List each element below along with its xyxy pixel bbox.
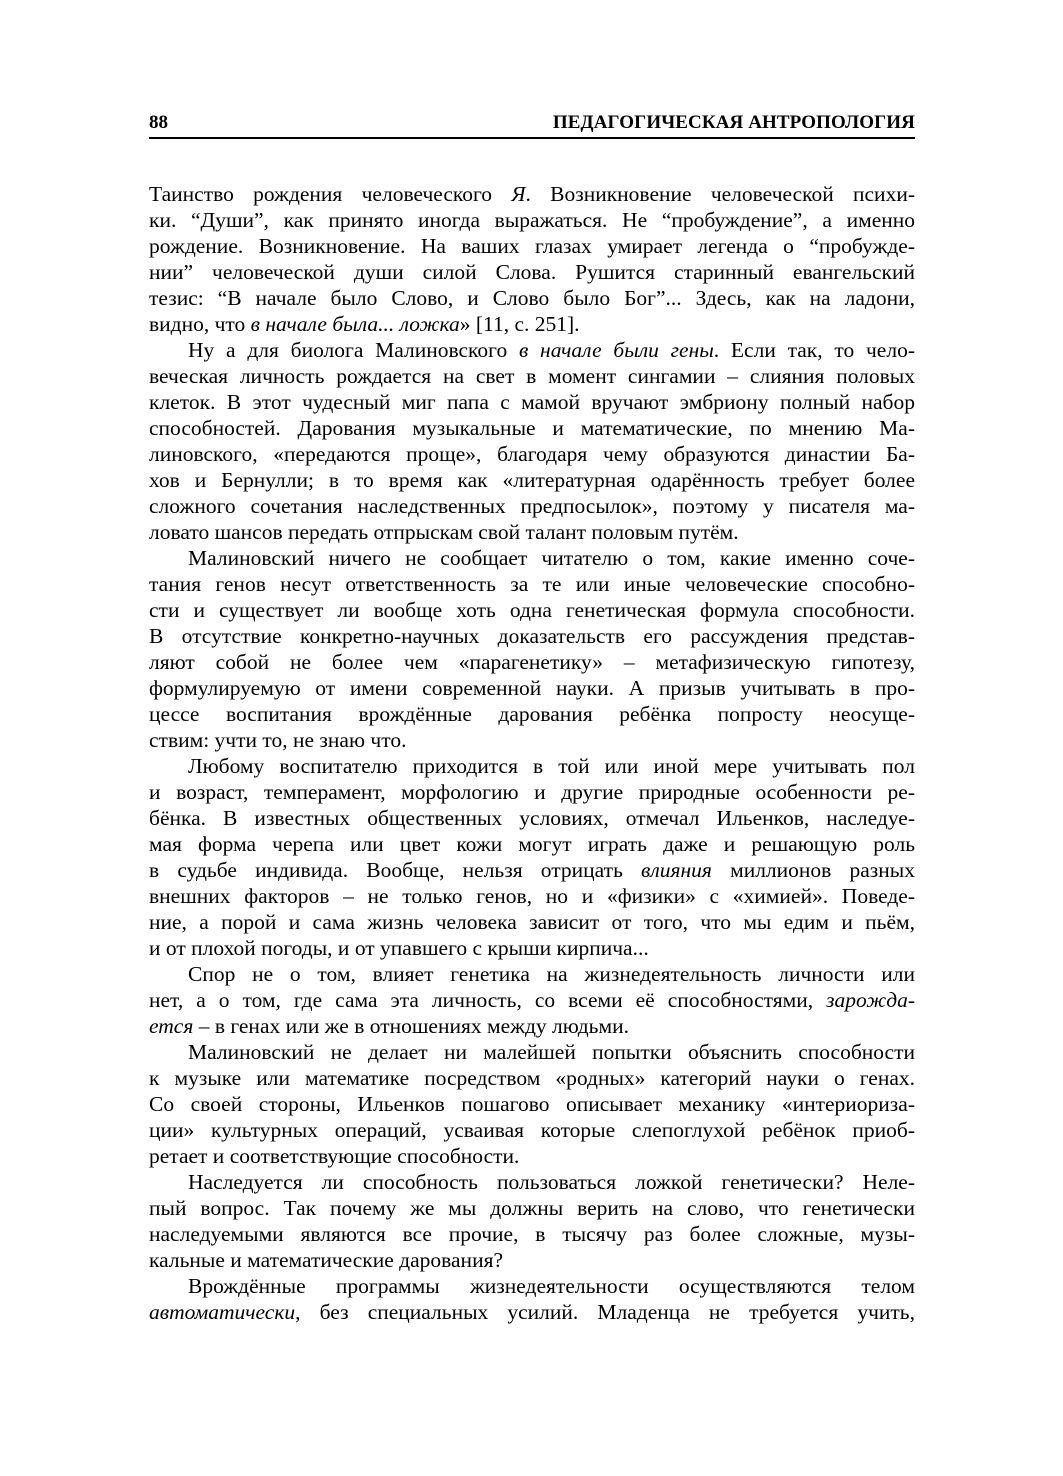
- text-line: [149, 1013, 915, 1039]
- text-run: » [11, с. 251].: [459, 312, 580, 336]
- text-run: ки. “Души”, как принято иногда выражаться. Не “пробуждение”, а именно: [149, 208, 915, 232]
- text-line: [149, 753, 915, 779]
- text-run: Спор не о том, влияет генетика на жизнедеятельность личности или: [188, 962, 915, 986]
- text-run: ловато шансов передать отпрыскам свой талант половым путём.: [149, 520, 739, 544]
- text-run: формулируемую от имени современной науки. А призыв учитывать в про-: [149, 676, 915, 700]
- italic-text: зарожда-: [826, 988, 915, 1012]
- text-line: [149, 441, 915, 467]
- text-line: [149, 285, 915, 311]
- italic-text: в начале были гены: [518, 338, 714, 362]
- text-run: внешних факторов – не только генов, но и «физики» с «химией». Поведе-: [149, 884, 915, 908]
- text-run: тезис: “В начале было Слово, и Слово было Бог”... Здесь, как на ладони,: [149, 286, 915, 310]
- text-run: ляют собой не более чем «парагенетику» – метафизическую гипотезу,: [149, 650, 915, 674]
- text-line: [149, 467, 915, 493]
- text-line: [149, 1039, 915, 1065]
- text-line: [149, 649, 915, 675]
- text-run: мая форма черепа или цвет кожи могут играть даже и решающую роль: [149, 832, 915, 856]
- text-line: [149, 1143, 915, 1169]
- text-line: [149, 415, 915, 441]
- text-line: [149, 909, 915, 935]
- text-line: [149, 1221, 915, 1247]
- italic-text: в начале была... ложка: [250, 312, 460, 336]
- text-run: Любому воспитателю приходится в той или иной мере учитывать пол: [188, 754, 915, 778]
- text-line: [149, 571, 915, 597]
- text-line: [149, 987, 915, 1013]
- text-run: цессе воспитания врождённые дарования ребёнка попросту неосуще-: [149, 702, 915, 726]
- text-run: Наследуется ли способность пользоваться ложкой генетически? Неле-: [188, 1170, 915, 1194]
- text-run: в судьбе индивида. Вообще, нельзя отрицать: [149, 858, 642, 882]
- text-run: рождение. Возникновение. На ваших глазах умирает легенда о “пробужде-: [149, 234, 915, 258]
- text-line: [149, 181, 915, 207]
- text-run: кальные и математические дарования?: [149, 1248, 504, 1272]
- text-line: [149, 1065, 915, 1091]
- text-line: [149, 727, 915, 753]
- text-run: и возраст, темперамент, морфологию и другие природные особенности ре-: [149, 780, 915, 804]
- text-run: бёнка. В известных общественных условиях, отмечал Ильенков, наследуе-: [149, 806, 915, 830]
- text-run: Врождённые программы жизнедеятельности осуществляются телом: [188, 1274, 915, 1298]
- text-run: ние, а порой и сама жизнь человека зависит от того, что мы едим и пьём,: [149, 910, 915, 934]
- text-run: В отсутствие конкретно-научных доказательств его рассуждения представ-: [149, 624, 915, 648]
- header-rule: [149, 137, 915, 139]
- text-line: [149, 857, 915, 883]
- text-line: [149, 597, 915, 623]
- text-line: [149, 1299, 915, 1325]
- text-line: [149, 675, 915, 701]
- text-line: [149, 623, 915, 649]
- text-line: [149, 935, 915, 961]
- text-run: наследуемыми являются все прочие, в тысячу раз более сложные, музы-: [149, 1222, 915, 1246]
- text-line: [149, 1273, 915, 1299]
- text-run: веческая личность рождается на свет в момент сингамии – слияния половых: [149, 364, 915, 388]
- text-run: клеток. В этот чудесный миг папа с мамой вручают эмбриону полный набор: [149, 390, 915, 414]
- text-run: линовского, «передаются проще», благодаря чему образуются династии Ба-: [149, 442, 915, 466]
- italic-text: Я: [511, 182, 526, 206]
- text-run: нии” человеческой души силой Слова. Рушится старинный евангельский: [149, 260, 915, 284]
- italic-text: влияния: [641, 858, 712, 882]
- body-text: [149, 181, 915, 1325]
- text-run: . Возникновение человеческой психи-: [525, 182, 915, 206]
- text-run: к музыке или математике посредством «родных» категорий науки о генах.: [149, 1066, 915, 1090]
- running-header: [149, 112, 915, 136]
- italic-text: автоматически: [149, 1300, 296, 1324]
- text-run: Со своей стороны, Ильенков пошагово описывает механику «интериориза-: [149, 1092, 915, 1116]
- text-line: [149, 1117, 915, 1143]
- text-line: [149, 883, 915, 909]
- text-run: Малиновский не делает ни малейшей попытки объяснить способности: [188, 1040, 915, 1064]
- text-line: [149, 805, 915, 831]
- text-run: нет, а о том, где сама эта личность, со всеми её способностями,: [149, 988, 827, 1012]
- text-line: [149, 545, 915, 571]
- text-run: ретает и соответствующие способности.: [149, 1144, 520, 1168]
- text-line: [149, 311, 915, 337]
- text-line: [149, 207, 915, 233]
- text-run: сложного сочетания наследственных предпосылок», поэтому у писателя ма-: [149, 494, 915, 518]
- text-line: [149, 389, 915, 415]
- text-run: тания генов несут ответственность за те или иные человеческие способно-: [149, 572, 915, 596]
- text-run: ствим: учти то, не знаю что.: [149, 728, 407, 752]
- text-run: – в генах или же в отношениях между людьми.: [193, 1014, 629, 1038]
- text-run: Ну а для биолога Малиновского: [188, 338, 519, 362]
- text-run: способностей. Дарования музыкальные и математические, по мнению Ма-: [149, 416, 915, 440]
- text-line: [149, 363, 915, 389]
- text-run: . Если так, то чело-: [713, 338, 915, 362]
- text-run: , без специальных усилий. Младенца не требуется учить,: [295, 1300, 915, 1324]
- text-run: и от плохой погоды, и от упавшего с крыши кирпича...: [149, 936, 649, 960]
- text-run: видно, что: [149, 312, 251, 336]
- text-run: хов и Бернулли; в то время как «литературная одарённость требует более: [149, 468, 915, 492]
- text-line: [149, 779, 915, 805]
- text-run: Таинство рождения человеческого: [149, 182, 512, 206]
- running-title: ПЕДАГОГИЧЕСКАЯ АНТРОПОЛОГИЯ: [552, 112, 915, 133]
- text-line: [149, 519, 915, 545]
- text-run: Малиновский ничего не сообщает читателю о том, какие именно соче-: [188, 546, 915, 570]
- text-run: ции» культурных операций, усваивая которые слепоглухой ребёнок приоб-: [149, 1118, 915, 1142]
- text-line: [149, 1195, 915, 1221]
- italic-text: ется: [149, 1014, 194, 1038]
- text-run: сти и существует ли вообще хоть одна генетическая формула способности.: [149, 598, 915, 622]
- text-line: [149, 831, 915, 857]
- text-run: миллионов разных: [711, 858, 915, 882]
- text-line: [149, 493, 915, 519]
- page-number: 88: [149, 112, 168, 133]
- text-line: [149, 337, 915, 363]
- text-line: [149, 701, 915, 727]
- text-line: [149, 1169, 915, 1195]
- text-line: [149, 233, 915, 259]
- text-line: [149, 1091, 915, 1117]
- text-line: [149, 1247, 915, 1273]
- text-line: [149, 259, 915, 285]
- text-run: пый вопрос. Так почему же мы должны верить на слово, что генетически: [149, 1196, 915, 1220]
- text-line: [149, 961, 915, 987]
